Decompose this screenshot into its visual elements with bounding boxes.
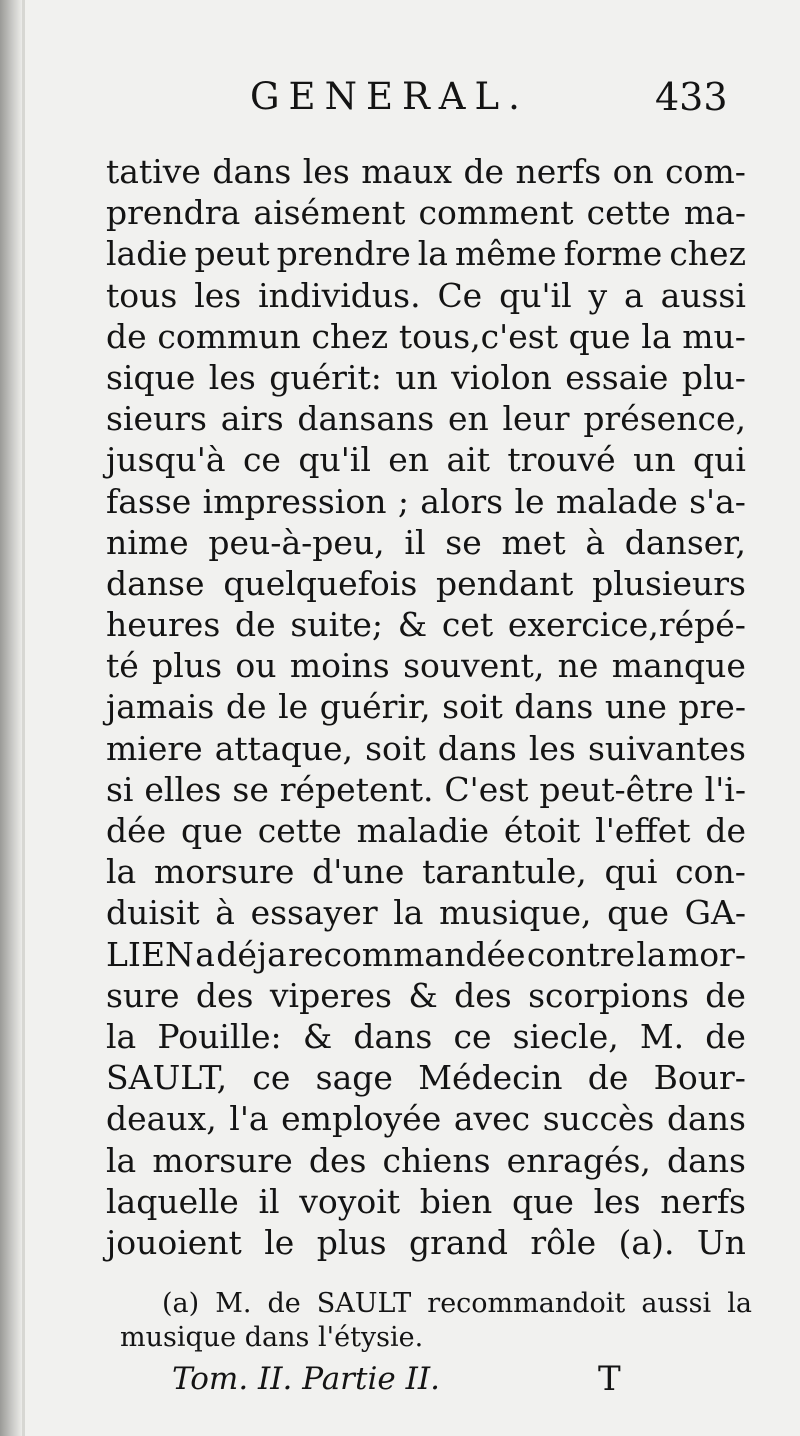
word: la xyxy=(727,1288,752,1319)
word: enragés, xyxy=(506,1140,651,1180)
word: contre xyxy=(526,934,636,974)
word: commun xyxy=(157,316,301,356)
word: d'une xyxy=(312,852,405,892)
text-line xyxy=(106,975,746,1016)
word: dans xyxy=(244,1322,310,1353)
word: guérir, xyxy=(319,687,431,727)
word: le xyxy=(264,1222,295,1262)
word: que xyxy=(181,811,243,850)
word: présence, xyxy=(583,399,746,439)
word: duisit xyxy=(106,893,200,933)
word: des xyxy=(454,975,512,1015)
word: une xyxy=(604,687,667,727)
word: cet xyxy=(441,605,494,645)
word: morsure xyxy=(152,1140,293,1180)
word: répetent. xyxy=(279,769,434,809)
text-line xyxy=(106,1181,746,1222)
signature-mark: T xyxy=(598,1359,621,1399)
word: exercice,répé- xyxy=(507,605,746,645)
word: bien xyxy=(419,1181,493,1221)
word: sieurs xyxy=(106,399,207,439)
word: con- xyxy=(675,852,746,892)
word: nerfs xyxy=(515,152,602,191)
word: & xyxy=(397,605,428,645)
word: se xyxy=(445,522,482,562)
word: rôle xyxy=(530,1222,597,1262)
word: l'effet xyxy=(595,811,691,850)
word: voyoit xyxy=(299,1181,401,1221)
word: de xyxy=(587,1058,629,1098)
text-line xyxy=(106,316,746,357)
word: alors xyxy=(420,481,504,521)
word: deaux, xyxy=(106,1099,217,1139)
word: dans xyxy=(353,1016,433,1056)
word: GA- xyxy=(684,893,746,933)
word: l'étysie. xyxy=(318,1322,424,1353)
word: comment xyxy=(418,193,574,233)
word: quelquefois xyxy=(223,563,418,603)
word: sique xyxy=(106,357,196,397)
body-text xyxy=(106,151,746,1263)
word: prendre xyxy=(276,234,411,274)
word: C'est xyxy=(444,769,529,809)
word: individus. xyxy=(258,275,421,315)
word: pre- xyxy=(678,687,746,727)
word: leur xyxy=(502,399,570,439)
word: de xyxy=(225,687,267,727)
word: (a). xyxy=(618,1222,675,1262)
word: la xyxy=(106,1140,137,1180)
word: de xyxy=(705,975,746,1015)
word: des xyxy=(195,975,254,1015)
word: ce xyxy=(242,440,281,480)
word: les xyxy=(302,152,350,191)
word: malade xyxy=(555,481,678,521)
word: le xyxy=(514,481,545,521)
text-line xyxy=(106,522,746,563)
word: recommandoit xyxy=(427,1288,626,1319)
text-line xyxy=(106,1016,746,1057)
word: prendra xyxy=(106,193,241,233)
word: de xyxy=(267,1288,301,1319)
word: & xyxy=(408,975,438,1015)
word: Pouille: xyxy=(157,1016,282,1056)
word: qu'il xyxy=(298,440,371,480)
text-line xyxy=(106,233,746,274)
text-line xyxy=(106,934,746,975)
word: essaie xyxy=(565,357,669,397)
word: met xyxy=(501,522,566,562)
word: manque xyxy=(611,646,746,686)
word: chez xyxy=(669,234,746,274)
word: plus xyxy=(316,1222,387,1262)
text-line xyxy=(106,686,746,727)
word: ou xyxy=(235,646,277,686)
word: dans xyxy=(666,1099,746,1139)
word: peu-à-peu, xyxy=(208,522,385,562)
word: recommandée xyxy=(288,934,526,974)
text-line xyxy=(106,1222,746,1263)
word: nime xyxy=(106,522,189,562)
word: cette xyxy=(586,193,671,233)
gutter-edge xyxy=(22,0,25,1436)
word: succès xyxy=(542,1099,655,1139)
footnote xyxy=(120,1287,752,1355)
word: dans xyxy=(437,728,517,768)
word: impression xyxy=(202,481,387,521)
word: musique xyxy=(120,1322,237,1353)
word: plusieurs xyxy=(592,563,746,603)
word: déja xyxy=(216,934,287,974)
word: sure xyxy=(106,975,180,1015)
word: SAULT, xyxy=(106,1058,228,1098)
word: danse xyxy=(106,563,205,603)
word: employée xyxy=(281,1099,442,1139)
word: à xyxy=(215,893,235,933)
word: dans xyxy=(666,1140,746,1180)
text-line xyxy=(106,645,746,686)
word: jusqu'à xyxy=(106,440,226,480)
word: cette xyxy=(257,811,342,850)
word: essayer xyxy=(250,893,378,933)
word: maux xyxy=(361,152,453,191)
word: ma- xyxy=(683,193,746,233)
footnote-line xyxy=(120,1321,752,1355)
word: en xyxy=(447,399,489,439)
word: de xyxy=(705,1016,746,1056)
word: dans xyxy=(514,687,594,727)
word: soit xyxy=(442,687,503,727)
word: y xyxy=(588,275,608,315)
word: & xyxy=(302,1016,333,1056)
word: a xyxy=(624,275,644,315)
word: scorpions xyxy=(528,975,689,1015)
word: tarantule, xyxy=(422,852,587,892)
word: que xyxy=(568,316,631,356)
word: un xyxy=(395,357,438,397)
word: les xyxy=(194,275,242,315)
word: mor- xyxy=(667,934,746,974)
word: jamais xyxy=(106,687,215,727)
text-line xyxy=(106,769,746,810)
word: souvent, xyxy=(403,646,545,686)
word: fasse xyxy=(106,481,192,521)
running-head: GENERAL. xyxy=(250,75,529,118)
word: ce xyxy=(453,1016,492,1056)
word: guérit: xyxy=(269,357,382,397)
word: s'a- xyxy=(689,481,746,521)
word: aussi xyxy=(660,275,746,315)
word: trouvé xyxy=(507,440,616,480)
word: siecle, xyxy=(512,1016,619,1056)
word: on xyxy=(612,152,654,191)
word: mu- xyxy=(682,316,746,356)
word: de xyxy=(235,605,276,645)
text-line xyxy=(106,892,746,933)
word: il xyxy=(258,1181,280,1221)
footnote-line xyxy=(120,1287,752,1321)
word: que xyxy=(607,893,670,933)
word: la xyxy=(106,1016,137,1056)
text-line xyxy=(106,810,746,851)
word: soit xyxy=(365,728,426,768)
word: plus xyxy=(152,646,223,686)
word: à xyxy=(585,522,606,562)
word: suivantes xyxy=(587,728,746,768)
word: jouoient xyxy=(106,1222,242,1262)
text-line xyxy=(106,357,746,398)
word: il xyxy=(404,522,426,562)
word: des xyxy=(308,1140,367,1180)
text-line xyxy=(106,604,746,645)
word: (a) xyxy=(162,1288,200,1319)
word: M. xyxy=(215,1288,252,1319)
word: pendant xyxy=(436,563,574,603)
word: peut xyxy=(194,234,270,274)
word: si xyxy=(106,769,134,809)
word: suite; xyxy=(290,605,384,645)
word: elles xyxy=(144,769,222,809)
text-line xyxy=(106,192,746,233)
word: l'a xyxy=(229,1099,269,1139)
text-line xyxy=(106,398,746,439)
word: les xyxy=(208,357,256,397)
word: Un xyxy=(696,1222,746,1262)
word: LIEN xyxy=(106,934,194,974)
text-line xyxy=(106,1057,746,1098)
word: la xyxy=(106,852,137,892)
text-line xyxy=(106,275,746,316)
word: ce xyxy=(252,1058,291,1098)
word: se xyxy=(232,769,269,809)
text-line xyxy=(106,851,746,892)
signature-line: Tom. II. Partie II. xyxy=(172,1361,440,1397)
word: grand xyxy=(409,1222,508,1262)
word: ; xyxy=(397,481,409,521)
word: violon xyxy=(451,357,552,397)
word: forme xyxy=(563,234,663,274)
page-number: 433 xyxy=(655,75,728,119)
word: moins xyxy=(289,646,390,686)
word: a xyxy=(195,934,215,974)
text-line xyxy=(106,151,746,192)
word: sage xyxy=(315,1058,393,1098)
word: même xyxy=(454,234,557,274)
word: danser, xyxy=(624,522,746,562)
word: miere xyxy=(106,728,203,768)
word: Bour- xyxy=(653,1058,746,1098)
word: SAULT xyxy=(316,1288,412,1319)
text-line xyxy=(106,1098,746,1139)
word: dée xyxy=(106,811,167,850)
word: l'i- xyxy=(704,769,746,809)
word: étoit xyxy=(503,811,581,850)
word: heures xyxy=(106,605,221,645)
word: M. xyxy=(639,1016,685,1056)
text-line xyxy=(106,563,746,604)
word: com- xyxy=(665,152,746,191)
word: la xyxy=(417,234,448,274)
word: aussi xyxy=(641,1288,712,1319)
word: viperes xyxy=(269,975,392,1015)
word: té xyxy=(106,646,139,686)
word: ne xyxy=(557,646,599,686)
word: la xyxy=(393,893,424,933)
word: les xyxy=(593,1181,641,1221)
word: musique, xyxy=(439,893,592,933)
word: un xyxy=(633,440,676,480)
word: que xyxy=(511,1181,574,1221)
word: tative xyxy=(106,152,201,191)
word: qui xyxy=(693,440,746,480)
word: de xyxy=(705,811,746,850)
word: le xyxy=(278,687,309,727)
word: ladie xyxy=(106,234,188,274)
word: tous xyxy=(106,275,178,315)
word: dans xyxy=(212,152,292,191)
word: de xyxy=(463,152,505,191)
word: maladie xyxy=(356,811,490,850)
word: la xyxy=(636,934,667,974)
binding-gutter xyxy=(0,0,22,1436)
word: qu'il xyxy=(499,275,572,315)
text-line xyxy=(106,1140,746,1181)
word: attaque, xyxy=(214,728,354,768)
word: avec xyxy=(453,1099,531,1139)
word: Ce xyxy=(437,275,483,315)
word: la xyxy=(641,316,672,356)
word: ait xyxy=(446,440,490,480)
text-line xyxy=(106,728,746,769)
word: en xyxy=(388,440,430,480)
word: peut-être xyxy=(539,769,694,809)
word: airs xyxy=(220,399,284,439)
word: chez xyxy=(311,316,389,356)
word: tous,c'est xyxy=(398,316,558,356)
word: les xyxy=(528,728,576,768)
word: de xyxy=(106,316,147,356)
word: nerfs xyxy=(660,1181,746,1221)
word: aisément xyxy=(253,193,406,233)
word: laquelle xyxy=(106,1181,239,1221)
word: chiens xyxy=(382,1140,491,1180)
word: dansans xyxy=(297,399,435,439)
text-line xyxy=(106,481,746,522)
word: morsure xyxy=(153,852,295,892)
word: qui xyxy=(604,852,658,892)
word: Médecin xyxy=(418,1058,563,1098)
word: plu- xyxy=(681,357,746,397)
text-line xyxy=(106,439,746,480)
